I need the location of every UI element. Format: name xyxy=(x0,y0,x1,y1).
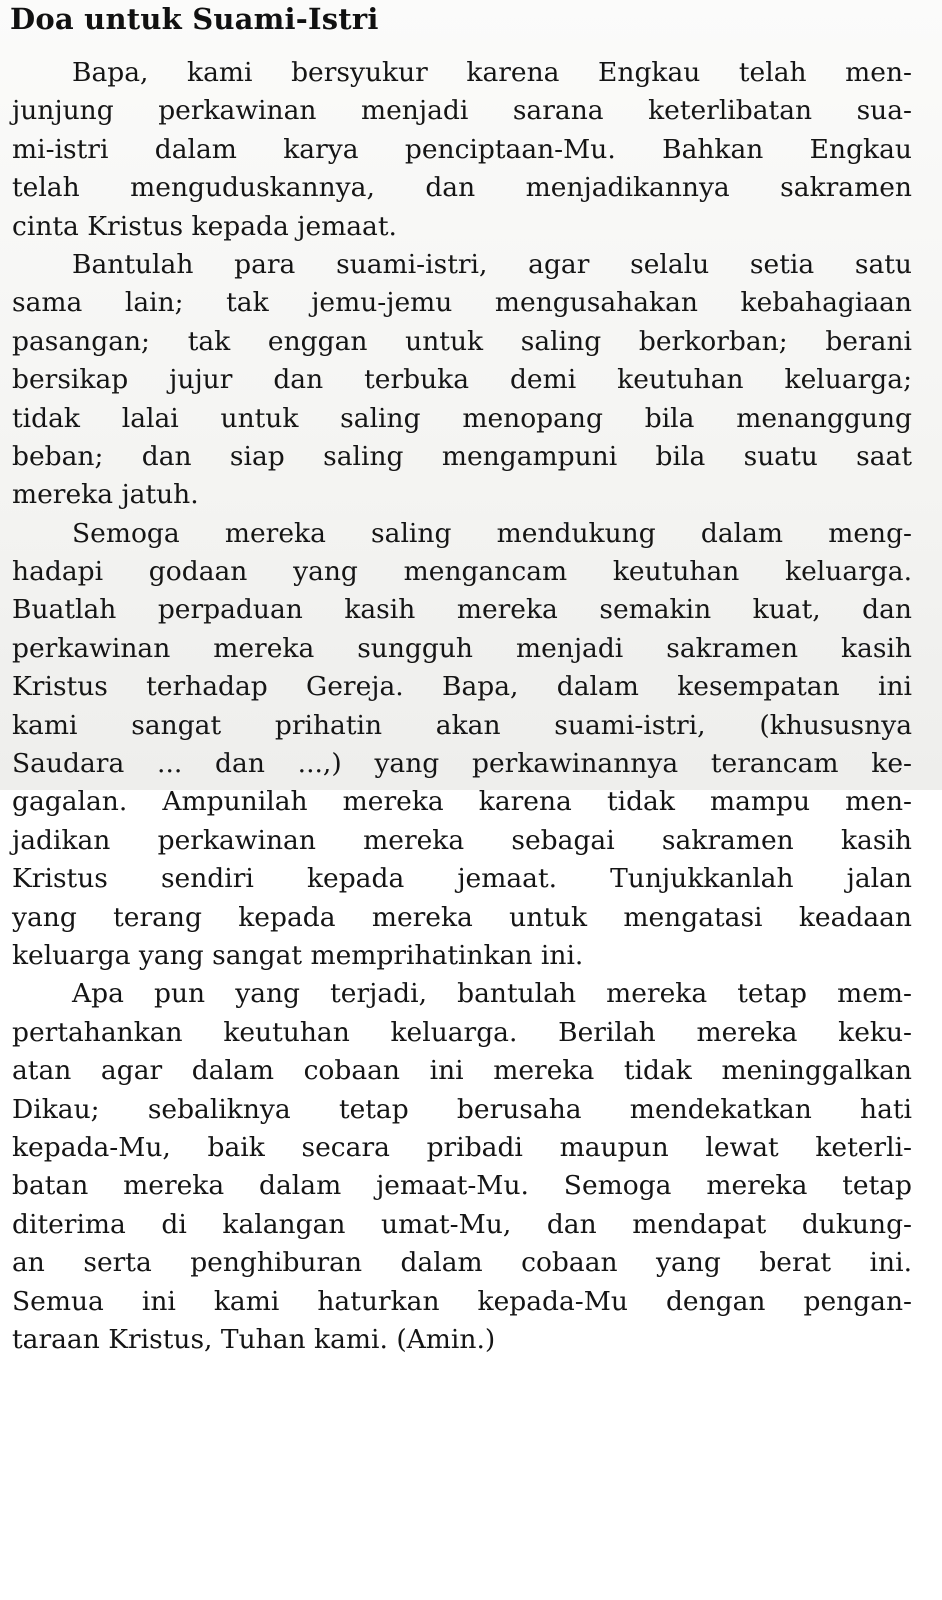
text-line: an serta penghiburan dalam cobaan yang berat ini. xyxy=(12,1247,912,1279)
document-body xyxy=(12,54,912,1359)
text-line: sama lain; tak jemu-jemu mengusahakan kebahagiaan xyxy=(12,287,912,319)
paragraph-4 xyxy=(12,975,912,1359)
text-line: bersikap jujur dan terbuka demi keutuhan keluarga; xyxy=(12,364,912,396)
text-line: batan mereka dalam jemaat-Mu. Semoga mereka tetap xyxy=(12,1170,912,1202)
text-line: telah menguduskannya, dan menjadikannya sakramen xyxy=(12,172,912,204)
text-line: mereka jatuh. xyxy=(12,479,199,511)
text-line: pertahankan keutuhan keluarga. Berilah mereka keku- xyxy=(12,1016,912,1048)
text-line: Kristus sendiri kepada jemaat. Tunjukkanlah jalan xyxy=(12,863,912,895)
text-line: Saudara ... dan ...,) yang perkawinannya terancam ke- xyxy=(12,748,912,780)
text-line: perkawinan mereka sungguh menjadi sakramen kasih xyxy=(12,632,912,664)
paragraph-2 xyxy=(12,246,912,515)
text-line: Buatlah perpaduan kasih mereka semakin kuat, dan xyxy=(12,594,912,626)
paragraph-1 xyxy=(12,54,912,246)
text-line: yang terang kepada mereka untuk mengatasi keadaan xyxy=(12,901,912,933)
text-line: beban; dan siap saling mengampuni bila suatu saat xyxy=(12,440,912,472)
paragraph-3 xyxy=(12,515,912,976)
text-line: Apa pun yang terjadi, bantulah mereka tetap mem- xyxy=(72,978,912,1010)
text-line: kepada-Mu, baik secara pribadi maupun lewat keterli- xyxy=(12,1131,912,1163)
text-line: Semoga mereka saling mendukung dalam meng- xyxy=(72,517,912,549)
text-line: mi-istri dalam karya penciptaan-Mu. Bahkan Engkau xyxy=(12,133,912,165)
text-line: taraan Kristus, Tuhan kami. (Amin.) xyxy=(12,1323,496,1355)
text-line: pasangan; tak enggan untuk saling berkorban; berani xyxy=(12,325,912,357)
text-line: Dikau; sebaliknya tetap berusaha mendekatkan hati xyxy=(12,1093,912,1125)
text-line: diterima di kalangan umat-Mu, dan mendapat dukung- xyxy=(12,1208,912,1240)
text-line: Kristus terhadap Gereja. Bapa, dalam kesempatan ini xyxy=(12,671,912,703)
text-line: hadapi godaan yang mengancam keutuhan keluarga. xyxy=(12,556,912,588)
text-line: atan agar dalam cobaan ini mereka tidak meninggalkan xyxy=(12,1055,912,1087)
text-line: gagalan. Ampunilah mereka karena tidak mampu men- xyxy=(12,786,912,818)
text-line: Semua ini kami haturkan kepada-Mu dengan pengan- xyxy=(12,1285,912,1317)
text-line: jadikan perkawinan mereka sebagai sakramen kasih xyxy=(12,824,912,856)
document-title: Doa untuk Suami-Istri xyxy=(10,2,379,36)
text-line: keluarga yang sangat memprihatinkan ini. xyxy=(12,939,584,971)
text-line: Bantulah para suami-istri, agar selalu setia satu xyxy=(72,248,912,280)
text-line: junjung perkawinan menjadi sarana keterlibatan sua- xyxy=(12,95,912,127)
text-line: Bapa, kami bersyukur karena Engkau telah men- xyxy=(72,57,912,88)
text-line: kami sangat prihatin akan suami-istri, (khususnya xyxy=(12,709,912,741)
text-line: cinta Kristus kepada jemaat. xyxy=(12,210,397,242)
text-line: tidak lalai untuk saling menopang bila menanggung xyxy=(12,402,912,434)
